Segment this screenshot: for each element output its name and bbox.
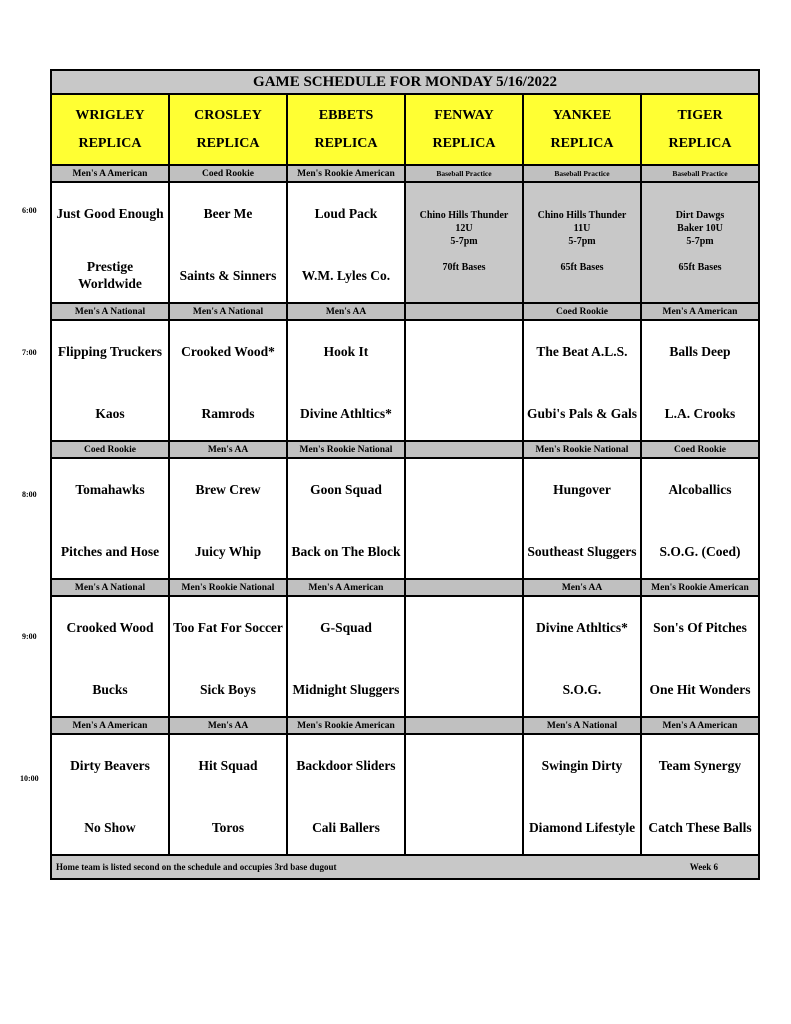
footer-row xyxy=(51,855,759,879)
game-cell xyxy=(287,320,405,441)
division-label: Men's A American xyxy=(287,579,405,596)
game-row xyxy=(51,734,759,855)
field-name: TIGER xyxy=(677,107,723,123)
home-team: Toros xyxy=(211,819,245,835)
game-cell xyxy=(523,596,641,717)
division-row xyxy=(51,165,759,182)
field-name: WRIGLEY xyxy=(75,107,145,123)
practice-line: Chino Hills Thunder xyxy=(419,210,509,221)
division-label: Men's Rookie National xyxy=(523,441,641,458)
division-label: Men's Rookie American xyxy=(287,717,405,734)
practice-line: Baker 10U xyxy=(677,223,723,234)
practice-line: Dirt Dawgs xyxy=(675,210,725,221)
week-label: Week 6 xyxy=(689,862,718,872)
home-team: W.M. Lyles Co. xyxy=(301,267,391,283)
home-team: Midnight Sluggers xyxy=(292,681,400,697)
game-cell xyxy=(641,320,759,441)
schedule-title: GAME SCHEDULE FOR MONDAY 5/16/2022 xyxy=(51,70,759,94)
field-header xyxy=(641,94,759,165)
division-label: Men's A National xyxy=(51,303,169,320)
home-team: S.O.G. (Coed) xyxy=(659,543,741,559)
game-cell xyxy=(641,458,759,579)
away-team: Loud Pack xyxy=(314,205,378,221)
game-cell xyxy=(523,320,641,441)
home-team: Ramrods xyxy=(201,405,255,421)
home-team: Bucks xyxy=(92,681,128,697)
home-team: Juicy Whip xyxy=(194,543,262,559)
home-team-note: Home team is listed second on the schedule and occupies 3rd base dugout xyxy=(56,862,337,872)
division-label xyxy=(405,303,523,320)
division-label: Men's Rookie American xyxy=(287,165,405,182)
away-team: Divine Athltics* xyxy=(536,619,628,635)
away-team: Swingin Dirty xyxy=(541,757,623,773)
practice-line: 11U xyxy=(573,223,591,234)
division-row xyxy=(51,303,759,320)
empty-game-cell xyxy=(405,734,523,855)
division-label: Coed Rookie xyxy=(169,165,287,182)
practice-info xyxy=(524,209,640,274)
away-team: Hungover xyxy=(553,481,611,497)
home-team: Prestige Worldwide xyxy=(78,259,142,291)
practice-cell xyxy=(405,182,523,303)
away-team: Beer Me xyxy=(203,205,253,221)
practice-bases: 65ft Bases xyxy=(678,262,722,273)
game-cell xyxy=(51,182,169,303)
away-team: Hook It xyxy=(323,343,369,359)
field-subtitle: REPLICA xyxy=(668,135,732,151)
field-header xyxy=(51,94,169,165)
game-cell xyxy=(641,596,759,717)
division-label: Coed Rookie xyxy=(523,303,641,320)
division-label: Men's A American xyxy=(51,165,169,182)
away-team: Team Synergy xyxy=(658,757,742,773)
field-header-row xyxy=(51,94,759,165)
division-row xyxy=(51,717,759,734)
away-team: Crooked Wood* xyxy=(181,343,275,359)
away-team: Hit Squad xyxy=(198,757,258,773)
game-cell xyxy=(169,320,287,441)
division-row xyxy=(51,579,759,596)
game-cell xyxy=(287,182,405,303)
away-team: Balls Deep xyxy=(669,343,731,359)
home-team: L.A. Crooks xyxy=(664,405,736,421)
home-team: Back on The Block xyxy=(291,543,401,559)
schedule-table xyxy=(50,69,760,880)
division-label: Men's A National xyxy=(169,303,287,320)
away-team: Too Fat For Soccer xyxy=(173,619,283,635)
division-label xyxy=(405,441,523,458)
division-label: Men's Rookie National xyxy=(169,579,287,596)
home-team: Saints & Sinners xyxy=(179,267,277,283)
home-team: Gubi's Pals & Gals xyxy=(527,405,637,421)
practice-line: 5-7pm xyxy=(450,236,478,247)
game-cell xyxy=(169,596,287,717)
footer-cell xyxy=(51,855,759,879)
division-label: Men's Rookie National xyxy=(287,441,405,458)
game-cell xyxy=(51,596,169,717)
empty-game-cell xyxy=(405,458,523,579)
division-label: Men's A National xyxy=(523,717,641,734)
division-row xyxy=(51,441,759,458)
practice-line: 5-7pm xyxy=(568,236,596,247)
game-cell xyxy=(287,458,405,579)
field-name: FENWAY xyxy=(434,107,494,123)
division-label: Baseball Practice xyxy=(405,165,523,182)
division-label xyxy=(405,717,523,734)
game-cell xyxy=(169,182,287,303)
away-team: G-Squad xyxy=(320,619,372,635)
home-team: Cali Ballers xyxy=(312,819,380,835)
game-cell xyxy=(51,734,169,855)
away-team: The Beat A.L.S. xyxy=(536,343,628,359)
field-name: YANKEE xyxy=(552,107,612,123)
game-cell xyxy=(169,734,287,855)
division-label: Coed Rookie xyxy=(51,441,169,458)
game-cell xyxy=(51,458,169,579)
field-name: EBBETS xyxy=(318,107,374,123)
away-team: Tomahawks xyxy=(75,481,145,497)
empty-game-cell xyxy=(405,596,523,717)
game-cell xyxy=(523,458,641,579)
field-header xyxy=(169,94,287,165)
practice-line: 12U xyxy=(455,223,473,234)
field-header xyxy=(287,94,405,165)
away-team: Crooked Wood xyxy=(66,619,154,635)
division-label: Men's AA xyxy=(169,441,287,458)
time-label: 9:00 xyxy=(22,632,37,641)
division-label: Men's A National xyxy=(51,579,169,596)
home-team: Southeast Sluggers xyxy=(527,543,637,559)
practice-info xyxy=(406,209,522,274)
title-row xyxy=(51,70,759,94)
division-label: Men's AA xyxy=(523,579,641,596)
home-team: Diamond Lifestyle xyxy=(528,819,636,835)
home-team: Kaos xyxy=(95,405,125,421)
game-cell xyxy=(287,734,405,855)
practice-info xyxy=(642,209,758,274)
division-label xyxy=(405,579,523,596)
division-label: Men's AA xyxy=(169,717,287,734)
game-row xyxy=(51,182,759,303)
field-subtitle: REPLICA xyxy=(314,135,378,151)
game-cell xyxy=(523,734,641,855)
away-team: Son's Of Pitches xyxy=(653,619,747,635)
home-team: Divine Athltics* xyxy=(300,405,392,421)
away-team: Just Good Enough xyxy=(56,205,164,221)
away-team: Alcoballics xyxy=(668,481,732,497)
field-subtitle: REPLICA xyxy=(550,135,614,151)
game-cell xyxy=(641,734,759,855)
division-label: Men's A American xyxy=(641,303,759,320)
away-team: Dirty Beavers xyxy=(70,757,150,773)
practice-cell xyxy=(641,182,759,303)
away-team: Flipping Truckers xyxy=(57,343,163,359)
practice-line: 5-7pm xyxy=(686,236,714,247)
game-row xyxy=(51,320,759,441)
game-row xyxy=(51,596,759,717)
division-label: Men's Rookie American xyxy=(641,579,759,596)
home-team: One Hit Wonders xyxy=(649,681,751,697)
practice-cell xyxy=(523,182,641,303)
practice-bases: 65ft Bases xyxy=(560,262,604,273)
time-label: 10:00 xyxy=(20,774,39,783)
field-subtitle: REPLICA xyxy=(78,135,142,151)
time-label: 8:00 xyxy=(22,490,37,499)
practice-bases: 70ft Bases xyxy=(442,262,486,273)
division-label: Baseball Practice xyxy=(523,165,641,182)
division-label: Coed Rookie xyxy=(641,441,759,458)
division-label: Men's AA xyxy=(287,303,405,320)
division-label: Baseball Practice xyxy=(641,165,759,182)
away-team: Backdoor Sliders xyxy=(296,757,396,773)
division-label: Men's A American xyxy=(51,717,169,734)
away-team: Goon Squad xyxy=(310,481,382,497)
field-header xyxy=(523,94,641,165)
game-row xyxy=(51,458,759,579)
practice-line: Chino Hills Thunder xyxy=(537,210,627,221)
field-subtitle: REPLICA xyxy=(432,135,496,151)
home-team: S.O.G. xyxy=(562,681,602,697)
time-label: 7:00 xyxy=(22,348,37,357)
home-team: No Show xyxy=(84,819,136,835)
away-team: Brew Crew xyxy=(195,481,261,497)
game-cell xyxy=(287,596,405,717)
home-team: Pitches and Hose xyxy=(60,543,160,559)
time-label: 6:00 xyxy=(22,206,37,215)
division-label: Men's A American xyxy=(641,717,759,734)
game-cell xyxy=(169,458,287,579)
home-team: Catch These Balls xyxy=(648,819,752,835)
field-header xyxy=(405,94,523,165)
field-subtitle: REPLICA xyxy=(196,135,260,151)
game-cell xyxy=(51,320,169,441)
field-name: CROSLEY xyxy=(194,107,262,123)
home-team: Sick Boys xyxy=(200,681,256,697)
empty-game-cell xyxy=(405,320,523,441)
